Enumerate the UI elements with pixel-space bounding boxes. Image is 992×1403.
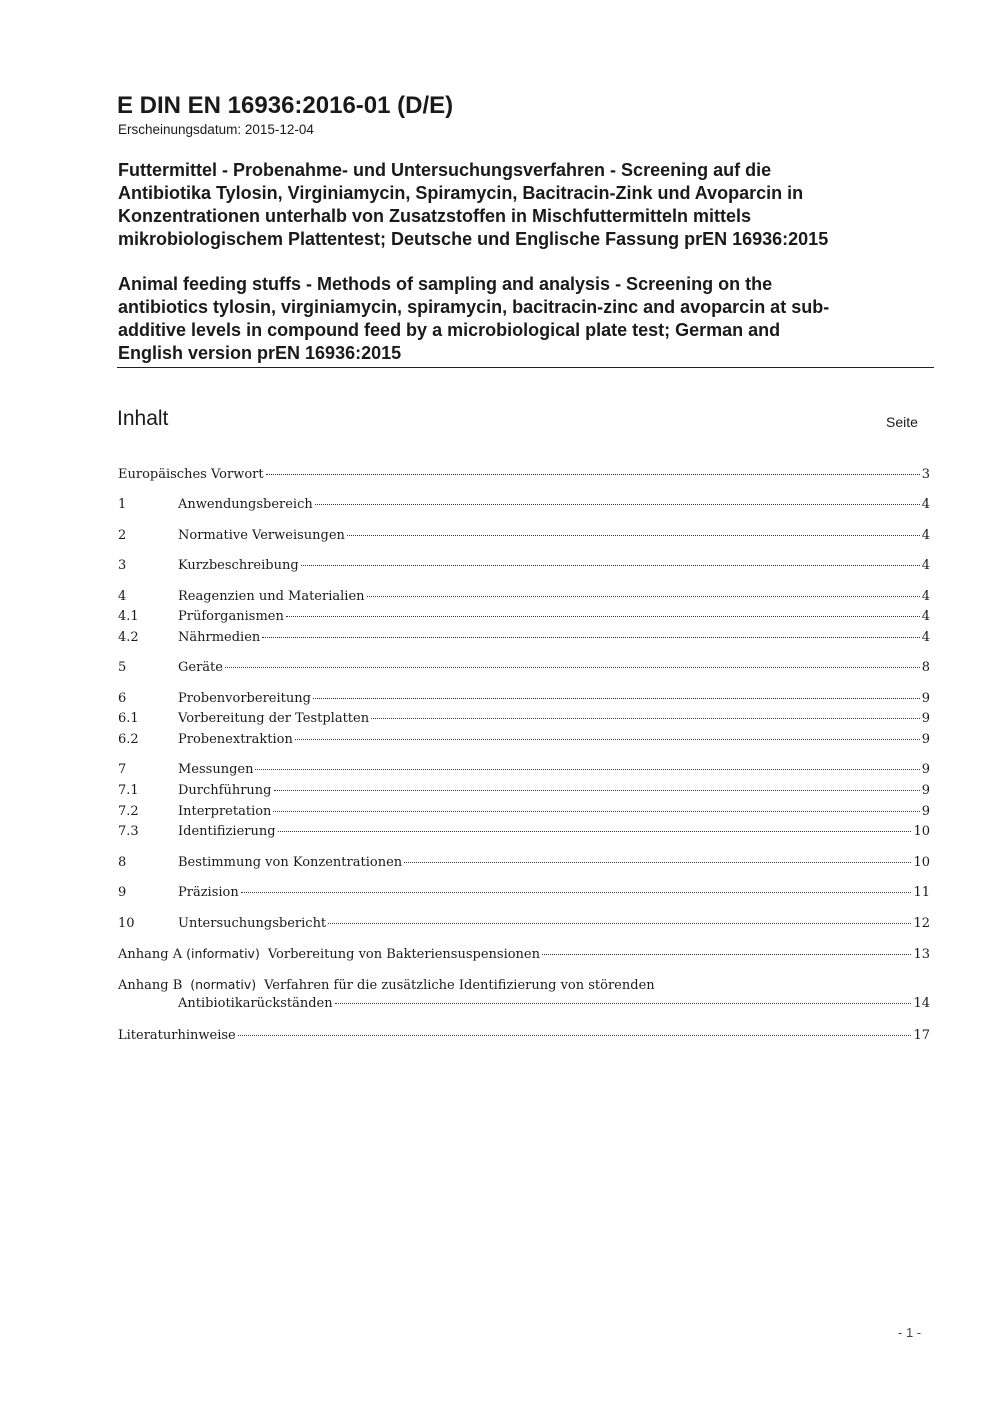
dot-leader <box>241 892 912 893</box>
toc-entry[interactable] <box>118 607 930 626</box>
toc-entry-number: Anhang B <box>118 978 183 993</box>
toc-entry-page: 4 <box>921 609 930 624</box>
toc-entry[interactable] <box>118 760 930 779</box>
toc-entry-page: 10 <box>913 824 930 839</box>
toc-entry-page: 4 <box>921 630 930 645</box>
toc-entry[interactable] <box>118 730 930 749</box>
toc-entry-page: 9 <box>921 732 930 747</box>
toc-entry-page: 9 <box>921 762 930 777</box>
toc-entry-number: Anhang A <box>118 947 183 962</box>
toc-entry-number: 4.2 <box>118 630 139 645</box>
toc-entry[interactable] <box>118 495 930 514</box>
title-english-line: English version prEN 16936:2015 <box>118 343 402 363</box>
toc-entry-page: 14 <box>913 996 930 1011</box>
dot-leader <box>315 504 920 505</box>
toc-entry[interactable] <box>118 822 930 841</box>
toc-entry-page: 9 <box>921 691 930 706</box>
toc-entry[interactable] <box>118 802 930 821</box>
toc-entry-number: 4.1 <box>118 609 139 624</box>
dot-leader <box>262 637 919 638</box>
toc-entry-title: Untersuchungsbericht <box>178 916 327 931</box>
toc-entry-page: 12 <box>913 916 930 931</box>
toc-entry-title: Anwendungsbereich <box>178 497 313 512</box>
dot-leader <box>542 954 911 955</box>
toc-heading: Inhalt <box>117 407 169 430</box>
dot-leader <box>278 831 912 832</box>
toc-entry[interactable] <box>118 853 930 872</box>
dot-leader <box>255 769 919 770</box>
toc-entry[interactable] <box>118 781 930 800</box>
toc-entry-title: Bestimmung von Konzentrationen <box>178 855 403 870</box>
toc-entry-title: Kurzbeschreibung <box>178 558 299 573</box>
dot-leader <box>313 698 920 699</box>
dot-leader <box>225 667 920 668</box>
dot-leader <box>367 596 920 597</box>
toc-entry[interactable] <box>118 689 930 708</box>
toc-entry-page: 9 <box>921 783 930 798</box>
page-number: - 1 - <box>898 1325 922 1340</box>
toc-entry-title-line: Verfahren für die zusätzliche Identifizierung von störenden <box>264 978 655 993</box>
toc-entry-title: Präzision <box>178 885 239 900</box>
toc-entry-title: Vorbereitung der Testplatten <box>178 711 370 726</box>
toc-entry-title: Reagenzien und Materialien <box>178 589 365 604</box>
toc-entry[interactable] <box>118 526 930 545</box>
toc-entry-title: Durchführung <box>178 783 272 798</box>
dot-leader <box>266 474 920 475</box>
toc-entry[interactable] <box>118 975 930 1013</box>
title-german-line: Antibiotika Tylosin, Virginiamycin, Spiramycin, Bacitracin-Zink und Avoparcin in <box>118 183 804 203</box>
toc-entry-page: 4 <box>921 589 930 604</box>
title-english-line: antibiotics tylosin, virginiamycin, spiramycin, bacitracin-zinc and avoparcin at sub- <box>118 297 830 317</box>
toc-entry-page: 10 <box>913 855 930 870</box>
toc-entry-number: 6 <box>118 691 127 706</box>
toc-entry[interactable] <box>118 465 930 484</box>
dot-leader <box>238 1035 912 1036</box>
toc-entry[interactable] <box>118 944 930 963</box>
toc-entry-title: Vorbereitung von Bakteriensuspensionen <box>267 947 540 962</box>
dot-leader <box>404 862 911 863</box>
toc-entry-title: Normative Verweisungen <box>178 528 345 543</box>
dot-leader <box>347 535 920 536</box>
toc-entry-page: 4 <box>921 528 930 543</box>
title-german-line: Konzentrationen unterhalb von Zusatzstoffen in Mischfuttermitteln mittels <box>118 206 752 226</box>
toc-entry-page: 17 <box>913 1028 930 1043</box>
toc-entry-title: Messungen <box>178 762 254 777</box>
toc-entry-title: Geräte <box>178 660 223 675</box>
dot-leader <box>273 811 919 812</box>
dot-leader <box>286 616 920 617</box>
title-english-line: Animal feeding stuffs - Methods of sampling and analysis - Screening on the <box>118 274 773 294</box>
toc-entry[interactable] <box>118 883 930 902</box>
toc-entry-title: Prüforganismen <box>178 609 284 624</box>
dot-leader <box>371 718 920 719</box>
publication-date: Erscheinungsdatum: 2015-12-04 <box>118 122 314 137</box>
toc-entry-number: 7.2 <box>118 804 139 819</box>
toc-entry-page: 13 <box>913 947 930 962</box>
toc-entry-title: Probenvorbereitung <box>178 691 311 706</box>
toc-entry-page: 11 <box>913 885 930 900</box>
toc-entry[interactable] <box>118 914 930 933</box>
toc-entry-title: Probenextraktion <box>178 732 293 747</box>
toc-entry[interactable] <box>118 628 930 647</box>
toc-entry-page: 4 <box>921 558 930 573</box>
toc-entry-page: 9 <box>921 804 930 819</box>
toc-entry-number: 2 <box>118 528 127 543</box>
toc-entry-number: 4 <box>118 589 127 604</box>
toc-entry-number: 8 <box>118 855 127 870</box>
dot-leader <box>328 923 911 924</box>
toc-entry-page: 4 <box>921 497 930 512</box>
dot-leader <box>301 565 920 566</box>
toc-entry-title: Nährmedien <box>178 630 261 645</box>
toc-entry[interactable] <box>118 587 930 606</box>
toc-entry-number: 7 <box>118 762 127 777</box>
toc-entry[interactable] <box>118 1026 930 1045</box>
toc-page-column-heading: Seite <box>886 414 918 430</box>
title-german-line: mikrobiologischem Plattentest; Deutsche und Englische Fassung prEN 16936:2015 <box>118 229 829 249</box>
toc-entry-number: 3 <box>118 558 127 573</box>
toc-entry-title: Interpretation <box>178 804 272 819</box>
dot-leader <box>274 790 920 791</box>
document-title: E DIN EN 16936:2016-01 (D/E) <box>117 92 454 119</box>
toc-entry-number: 6.1 <box>118 711 139 726</box>
toc-entry-number: 7.3 <box>118 824 139 839</box>
toc-entry-title: Literaturhinweise <box>118 1028 236 1043</box>
toc-entry-number: 6.2 <box>118 732 139 747</box>
toc-entry-title: Antibiotikarückständen <box>178 996 333 1011</box>
toc-entry-number: 1 <box>118 497 127 512</box>
toc-entry[interactable] <box>118 709 930 728</box>
toc-entry-title: Identifizierung <box>178 824 276 839</box>
toc-entry-page: 3 <box>921 467 930 482</box>
title-english-line: additive levels in compound feed by a microbiological plate test; German and <box>118 320 781 340</box>
toc-entry-title: Europäisches Vorwort <box>118 467 264 482</box>
toc-entry-page: 8 <box>921 660 930 675</box>
toc-entry-number: 7.1 <box>118 783 139 798</box>
toc-entry[interactable] <box>118 658 930 677</box>
toc-entry[interactable] <box>118 556 930 575</box>
dot-leader <box>295 739 920 740</box>
toc-entry-status: (informativ) <box>186 946 260 961</box>
toc-entry-number: 9 <box>118 885 127 900</box>
toc-entry-number: 5 <box>118 660 127 675</box>
dot-leader <box>335 1003 912 1004</box>
toc-entry-number: 10 <box>118 916 135 931</box>
toc-entry-status: (normativ) <box>186 977 261 992</box>
toc-entry-page: 9 <box>921 711 930 726</box>
title-german-line: Futtermittel - Probenahme- und Untersuchungsverfahren - Screening auf die <box>118 160 772 180</box>
